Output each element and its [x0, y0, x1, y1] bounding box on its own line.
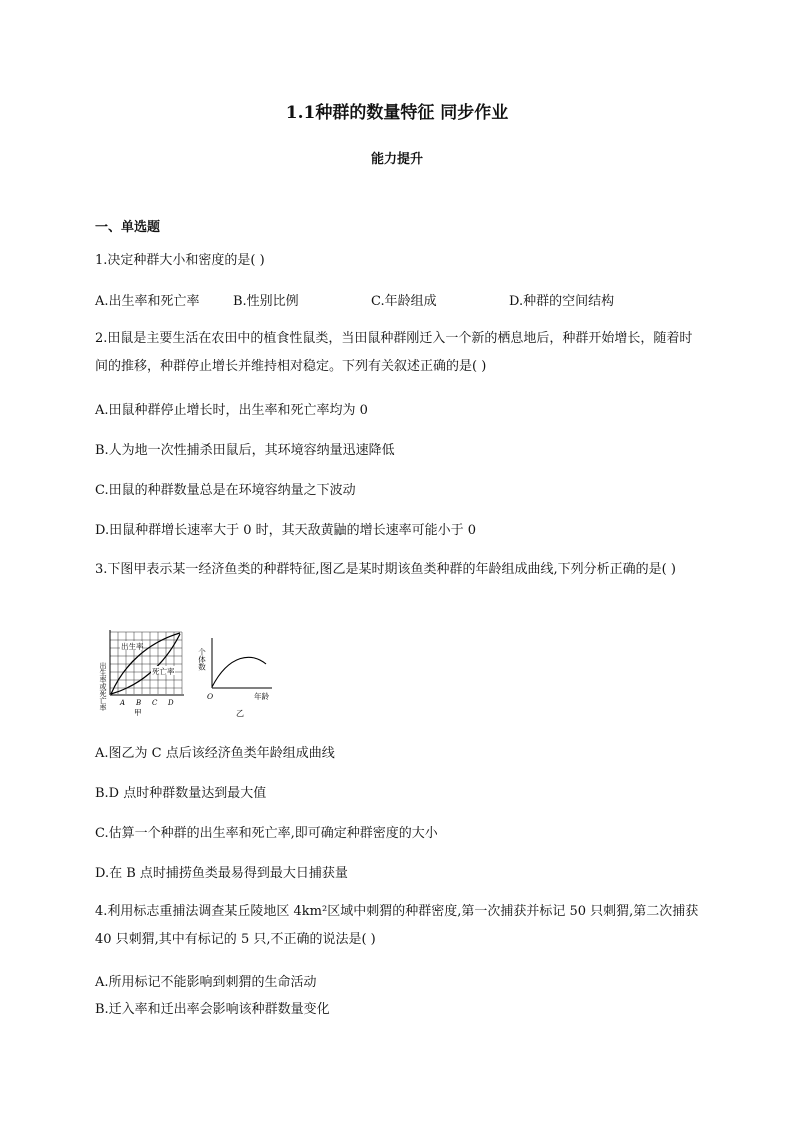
document-title: 1.1种群的数量特征 同步作业 — [285, 103, 509, 123]
yi-curve — [212, 657, 266, 687]
jia-curve1-label: 出生率 — [121, 642, 144, 651]
yi-origin: O — [207, 692, 214, 701]
question-1-stem: 1.决定种群大小和密度的是( ) — [95, 253, 265, 268]
jia-ylabel: 出生率或死亡率 — [99, 662, 107, 711]
jia-curve2-label: 死亡率 — [152, 667, 175, 676]
question-4-option-a: A.所用标记不能影响到刺猬的生命活动 — [95, 975, 317, 990]
question-2-option-c: C.田鼠的种群数量总是在环境容纳量之下波动 — [95, 483, 356, 498]
yi-ylabel: 个体数 — [197, 648, 207, 671]
figure-jia — [99, 630, 184, 717]
question-3-option-b: B.D 点时种群数量达到最大值 — [95, 786, 267, 801]
jia-tick-a: A — [120, 699, 126, 707]
question-1-option-b: B.性别比例 — [233, 294, 299, 309]
question-3-option-d: D.在 B 点时捕捞鱼类最易得到最大日捕获量 — [95, 866, 348, 881]
jia-tick-d: D — [168, 699, 174, 707]
section-heading: 一、单选题 — [95, 220, 161, 235]
jia-tick-c: C — [152, 699, 158, 707]
question-4-stem: 4.利用标志重捕法调查某丘陵地区 4km²区域中刺猬的种群密度,第一次捕获并标记 50 只刺猬,第二次捕获 40 只刺猬,其中有标记的 5 只,不正确的说法是( ) — [95, 904, 699, 947]
question-1-option-a: A.出生率和死亡率 — [95, 294, 200, 309]
jia-tick-b: B — [136, 699, 142, 707]
document-subtitle: 能力提升 — [370, 152, 423, 167]
question-1-option-d: D.种群的空间结构 — [509, 294, 615, 309]
question-3-stem: 3.下图甲表示某一经济鱼类的种群特征,图乙是某时期该鱼类种群的年龄组成曲线,下列分析正确的是( ) — [95, 562, 676, 577]
question-3-option-a: A.图乙为 C 点后该经济鱼类年龄组成曲线 — [95, 746, 335, 761]
question-2-option-a: A.田鼠种群停止增长时，出生率和死亡率均为 0 — [95, 403, 368, 418]
question-2-option-d: D.田鼠种群增长速率大于 0 时，其天敌黄鼬的增长速率可能小于 0 — [95, 523, 477, 538]
question-4-option-b: B.迁入率和迁出率会影响该种群数量变化 — [95, 1002, 330, 1017]
question-2-stem: 2.田鼠是主要生活在农田中的植食性鼠类，当田鼠种群刚迁入一个新的栖息地后，种群开始增长，随着时间的推移，种群停止增长并维持相对稳定。下列有关叙述正确的是( ) — [95, 331, 693, 374]
question-3-figure — [94, 624, 284, 720]
question-3-option-c: C.估算一个种群的出生率和死亡率,即可确定种群密度的大小 — [95, 826, 438, 841]
yi-xlabel: 年龄 — [254, 692, 269, 701]
jia-caption: 甲 — [134, 708, 142, 717]
question-1-option-c: C.年龄组成 — [371, 294, 437, 309]
yi-caption: 乙 — [236, 709, 244, 718]
figure-yi — [197, 638, 272, 718]
question-2-option-b: B.人为地一次性捕杀田鼠后，其环境容纳量迅速降低 — [95, 443, 395, 458]
